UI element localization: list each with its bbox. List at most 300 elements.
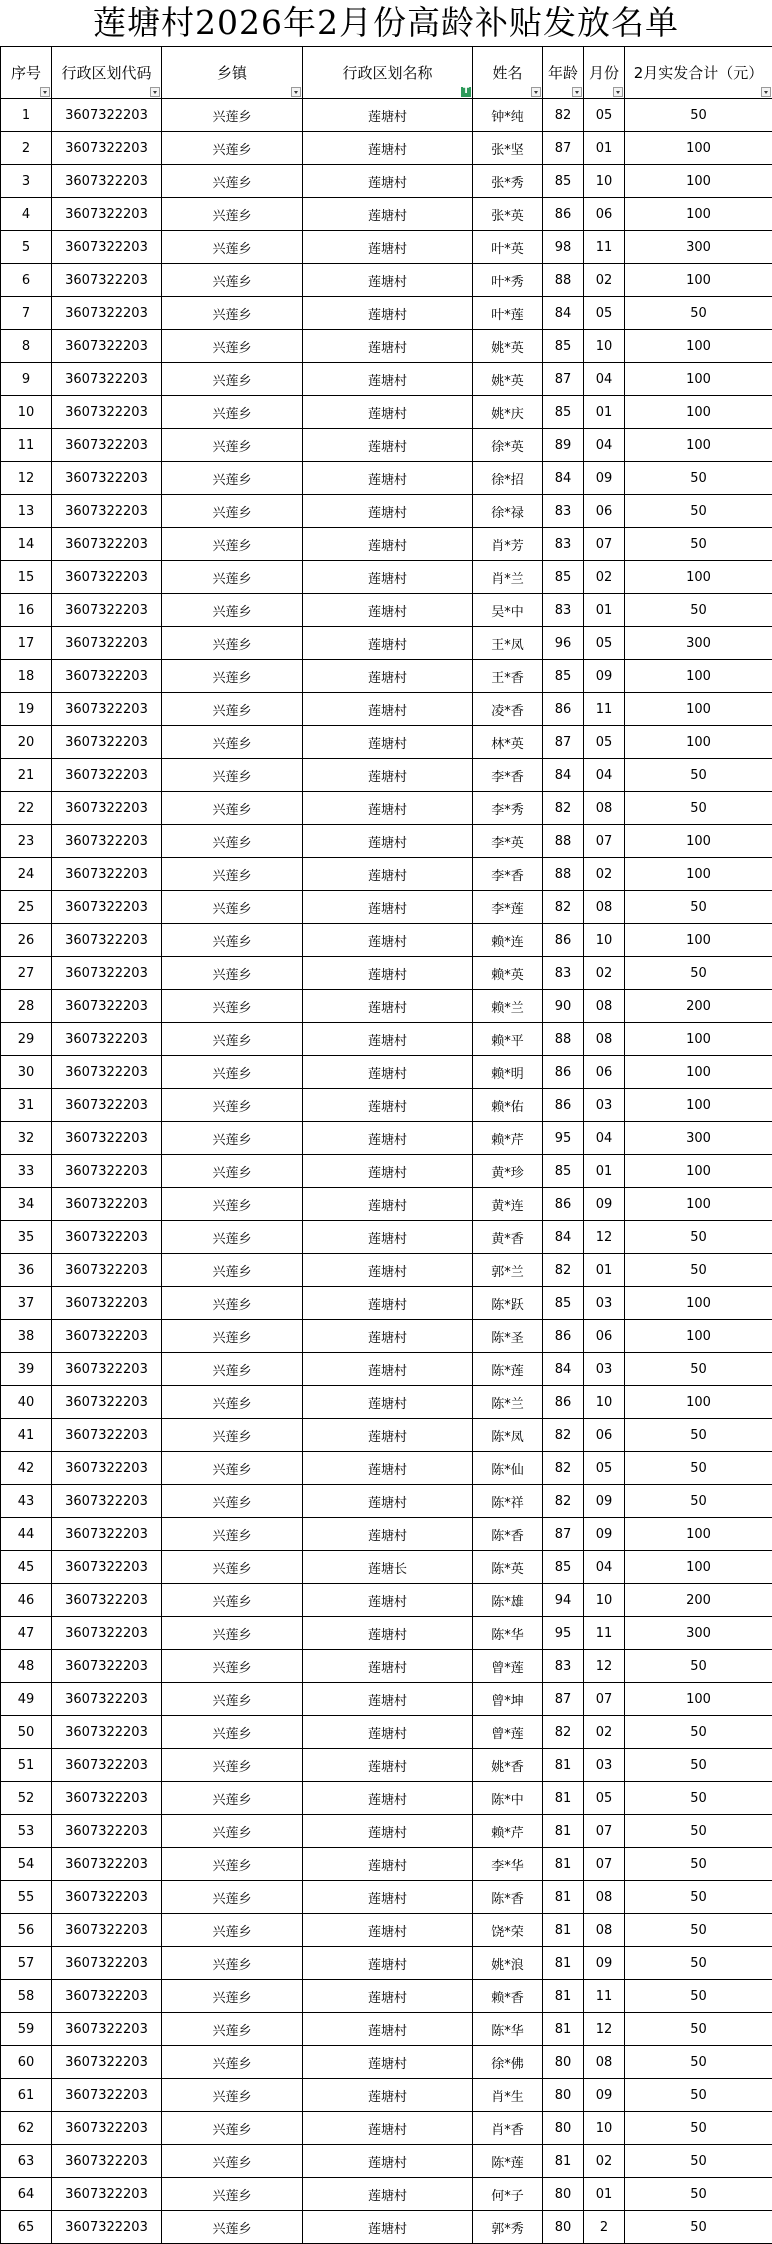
cell-age[interactable]: 83	[543, 1650, 584, 1683]
cell-serial[interactable]: 41	[1, 1419, 52, 1452]
cell-age[interactable]: 85	[543, 561, 584, 594]
cell-township[interactable]: 兴莲乡	[162, 1122, 303, 1155]
cell-age[interactable]: 96	[543, 627, 584, 660]
cell-month[interactable]: 06	[584, 1419, 625, 1452]
cell-serial[interactable]: 56	[1, 1914, 52, 1947]
cell-township[interactable]: 兴莲乡	[162, 561, 303, 594]
cell-township[interactable]: 兴莲乡	[162, 1782, 303, 1815]
cell-amount[interactable]: 50	[625, 1881, 772, 1914]
cell-township[interactable]: 兴莲乡	[162, 1650, 303, 1683]
cell-amount[interactable]: 100	[625, 132, 772, 165]
cell-township[interactable]: 兴莲乡	[162, 891, 303, 924]
cell-month[interactable]: 03	[584, 1287, 625, 1320]
cell-region-code[interactable]: 3607322203	[52, 924, 162, 957]
cell-region-code[interactable]: 3607322203	[52, 1056, 162, 1089]
cell-region-code[interactable]: 3607322203	[52, 825, 162, 858]
cell-township[interactable]: 兴莲乡	[162, 2046, 303, 2079]
cell-month[interactable]: 11	[584, 693, 625, 726]
cell-month[interactable]: 02	[584, 957, 625, 990]
cell-age[interactable]: 85	[543, 1155, 584, 1188]
cell-region-name[interactable]: 莲塘村	[303, 627, 473, 660]
cell-serial[interactable]: 10	[1, 396, 52, 429]
cell-age[interactable]: 86	[543, 1386, 584, 1419]
cell-serial[interactable]: 8	[1, 330, 52, 363]
cell-serial[interactable]: 29	[1, 1023, 52, 1056]
cell-month[interactable]: 01	[584, 2178, 625, 2211]
cell-region-name[interactable]: 莲塘村	[303, 1155, 473, 1188]
cell-amount[interactable]: 50	[625, 2079, 772, 2112]
cell-name[interactable]: 陈*中	[473, 1782, 543, 1815]
cell-month[interactable]: 08	[584, 792, 625, 825]
cell-month[interactable]: 07	[584, 528, 625, 561]
cell-township[interactable]: 兴莲乡	[162, 165, 303, 198]
cell-name[interactable]: 饶*荣	[473, 1914, 543, 1947]
cell-name[interactable]: 李*华	[473, 1848, 543, 1881]
cell-month[interactable]: 02	[584, 2145, 625, 2178]
cell-age[interactable]: 85	[543, 660, 584, 693]
cell-serial[interactable]: 5	[1, 231, 52, 264]
cell-region-name[interactable]: 莲塘村	[303, 957, 473, 990]
cell-month[interactable]: 08	[584, 2046, 625, 2079]
cell-month[interactable]: 03	[584, 1749, 625, 1782]
cell-amount[interactable]: 50	[625, 297, 772, 330]
cell-region-code[interactable]: 3607322203	[52, 264, 162, 297]
cell-serial[interactable]: 46	[1, 1584, 52, 1617]
cell-month[interactable]: 06	[584, 198, 625, 231]
cell-age[interactable]: 88	[543, 1023, 584, 1056]
cell-township[interactable]: 兴莲乡	[162, 1419, 303, 1452]
cell-township[interactable]: 兴莲乡	[162, 1452, 303, 1485]
cell-region-code[interactable]: 3607322203	[52, 462, 162, 495]
cell-serial[interactable]: 59	[1, 2013, 52, 2046]
cell-region-code[interactable]: 3607322203	[52, 1848, 162, 1881]
cell-township[interactable]: 兴莲乡	[162, 2079, 303, 2112]
cell-region-code[interactable]: 3607322203	[52, 132, 162, 165]
cell-region-code[interactable]: 3607322203	[52, 726, 162, 759]
cell-serial[interactable]: 20	[1, 726, 52, 759]
cell-region-code[interactable]: 3607322203	[52, 891, 162, 924]
cell-region-name[interactable]: 莲塘村	[303, 1320, 473, 1353]
cell-serial[interactable]: 16	[1, 594, 52, 627]
cell-age[interactable]: 82	[543, 99, 584, 132]
cell-age[interactable]: 86	[543, 1089, 584, 1122]
cell-month[interactable]: 04	[584, 1551, 625, 1584]
cell-region-name[interactable]: 莲塘村	[303, 2079, 473, 2112]
cell-month[interactable]: 08	[584, 891, 625, 924]
cell-township[interactable]: 兴莲乡	[162, 1551, 303, 1584]
cell-month[interactable]: 07	[584, 1683, 625, 1716]
cell-age[interactable]: 81	[543, 1980, 584, 2013]
cell-township[interactable]: 兴莲乡	[162, 792, 303, 825]
cell-name[interactable]: 陈*雄	[473, 1584, 543, 1617]
cell-region-name[interactable]: 莲塘村	[303, 1485, 473, 1518]
cell-name[interactable]: 张*英	[473, 198, 543, 231]
cell-amount[interactable]: 50	[625, 2046, 772, 2079]
cell-region-code[interactable]: 3607322203	[52, 2112, 162, 2145]
cell-name[interactable]: 陈*跃	[473, 1287, 543, 1320]
cell-serial[interactable]: 61	[1, 2079, 52, 2112]
cell-region-name[interactable]: 莲塘村	[303, 1221, 473, 1254]
cell-serial[interactable]: 28	[1, 990, 52, 1023]
cell-serial[interactable]: 57	[1, 1947, 52, 1980]
cell-name[interactable]: 姚*英	[473, 363, 543, 396]
cell-region-name[interactable]: 莲塘村	[303, 1518, 473, 1551]
cell-region-code[interactable]: 3607322203	[52, 396, 162, 429]
cell-serial[interactable]: 64	[1, 2178, 52, 2211]
cell-age[interactable]: 85	[543, 396, 584, 429]
cell-month[interactable]: 09	[584, 1947, 625, 1980]
cell-serial[interactable]: 47	[1, 1617, 52, 1650]
cell-amount[interactable]: 100	[625, 1683, 772, 1716]
cell-serial[interactable]: 22	[1, 792, 52, 825]
cell-region-code[interactable]: 3607322203	[52, 2013, 162, 2046]
cell-region-code[interactable]: 3607322203	[52, 1221, 162, 1254]
cell-region-name[interactable]: 莲塘村	[303, 231, 473, 264]
cell-serial[interactable]: 49	[1, 1683, 52, 1716]
cell-township[interactable]: 兴莲乡	[162, 1584, 303, 1617]
cell-region-code[interactable]: 3607322203	[52, 594, 162, 627]
cell-age[interactable]: 81	[543, 1947, 584, 1980]
cell-region-code[interactable]: 3607322203	[52, 1815, 162, 1848]
cell-amount[interactable]: 50	[625, 1749, 772, 1782]
cell-region-name[interactable]: 莲塘村	[303, 1386, 473, 1419]
cell-region-name[interactable]: 莲塘村	[303, 132, 473, 165]
cell-month[interactable]: 10	[584, 1584, 625, 1617]
cell-township[interactable]: 兴莲乡	[162, 627, 303, 660]
cell-serial[interactable]: 44	[1, 1518, 52, 1551]
cell-amount[interactable]: 100	[625, 1287, 772, 1320]
cell-age[interactable]: 85	[543, 330, 584, 363]
cell-region-name[interactable]: 莲塘村	[303, 495, 473, 528]
cell-name[interactable]: 赖*连	[473, 924, 543, 957]
cell-amount[interactable]: 100	[625, 198, 772, 231]
filter-dropdown-icon[interactable]	[572, 87, 582, 97]
cell-name[interactable]: 陈*香	[473, 1881, 543, 1914]
cell-age[interactable]: 85	[543, 165, 584, 198]
cell-age[interactable]: 80	[543, 2178, 584, 2211]
cell-month[interactable]: 03	[584, 1089, 625, 1122]
cell-region-code[interactable]: 3607322203	[52, 1551, 162, 1584]
cell-amount[interactable]: 100	[625, 1023, 772, 1056]
cell-region-code[interactable]: 3607322203	[52, 1980, 162, 2013]
cell-township[interactable]: 兴莲乡	[162, 693, 303, 726]
cell-region-name[interactable]: 莲塘村	[303, 1782, 473, 1815]
cell-township[interactable]: 兴莲乡	[162, 198, 303, 231]
cell-serial[interactable]: 32	[1, 1122, 52, 1155]
cell-region-code[interactable]: 3607322203	[52, 1617, 162, 1650]
cell-month[interactable]: 10	[584, 330, 625, 363]
cell-name[interactable]: 钟*纯	[473, 99, 543, 132]
cell-region-name[interactable]: 莲塘村	[303, 2211, 473, 2244]
cell-region-name[interactable]: 莲塘村	[303, 1287, 473, 1320]
cell-name[interactable]: 郭*秀	[473, 2211, 543, 2244]
cell-amount[interactable]: 100	[625, 396, 772, 429]
cell-amount[interactable]: 50	[625, 1221, 772, 1254]
cell-serial[interactable]: 23	[1, 825, 52, 858]
cell-age[interactable]: 86	[543, 198, 584, 231]
cell-age[interactable]: 82	[543, 1485, 584, 1518]
cell-month[interactable]: 06	[584, 495, 625, 528]
cell-region-code[interactable]: 3607322203	[52, 759, 162, 792]
cell-township[interactable]: 兴莲乡	[162, 99, 303, 132]
cell-month[interactable]: 02	[584, 561, 625, 594]
cell-region-code[interactable]: 3607322203	[52, 1584, 162, 1617]
cell-age[interactable]: 87	[543, 1518, 584, 1551]
cell-township[interactable]: 兴莲乡	[162, 264, 303, 297]
cell-township[interactable]: 兴莲乡	[162, 660, 303, 693]
cell-region-name[interactable]: 莲塘村	[303, 1617, 473, 1650]
cell-amount[interactable]: 300	[625, 627, 772, 660]
cell-region-code[interactable]: 3607322203	[52, 1023, 162, 1056]
cell-age[interactable]: 84	[543, 759, 584, 792]
cell-township[interactable]: 兴莲乡	[162, 1617, 303, 1650]
cell-serial[interactable]: 13	[1, 495, 52, 528]
cell-name[interactable]: 赖*芹	[473, 1815, 543, 1848]
cell-serial[interactable]: 58	[1, 1980, 52, 2013]
cell-region-code[interactable]: 3607322203	[52, 2211, 162, 2244]
cell-township[interactable]: 兴莲乡	[162, 495, 303, 528]
cell-region-name[interactable]: 莲塘村	[303, 1650, 473, 1683]
cell-amount[interactable]: 200	[625, 1584, 772, 1617]
cell-township[interactable]: 兴莲乡	[162, 1287, 303, 1320]
cell-serial[interactable]: 17	[1, 627, 52, 660]
cell-name[interactable]: 王*香	[473, 660, 543, 693]
cell-month[interactable]: 05	[584, 726, 625, 759]
filter-dropdown-icon[interactable]	[150, 87, 160, 97]
cell-age[interactable]: 81	[543, 1881, 584, 1914]
cell-serial[interactable]: 52	[1, 1782, 52, 1815]
filter-dropdown-icon[interactable]	[613, 87, 623, 97]
cell-region-name[interactable]: 莲塘村	[303, 198, 473, 231]
cell-township[interactable]: 兴莲乡	[162, 2178, 303, 2211]
cell-name[interactable]: 徐*招	[473, 462, 543, 495]
cell-amount[interactable]: 50	[625, 1782, 772, 1815]
cell-month[interactable]: 08	[584, 990, 625, 1023]
cell-amount[interactable]: 50	[625, 2145, 772, 2178]
cell-serial[interactable]: 2	[1, 132, 52, 165]
cell-amount[interactable]: 200	[625, 990, 772, 1023]
cell-serial[interactable]: 1	[1, 99, 52, 132]
cell-amount[interactable]: 100	[625, 429, 772, 462]
cell-amount[interactable]: 50	[625, 1716, 772, 1749]
cell-month[interactable]: 10	[584, 1386, 625, 1419]
filter-dropdown-icon[interactable]	[40, 87, 50, 97]
cell-region-code[interactable]: 3607322203	[52, 1650, 162, 1683]
cell-month[interactable]: 04	[584, 759, 625, 792]
cell-township[interactable]: 兴莲乡	[162, 1353, 303, 1386]
active-filter-icon[interactable]	[461, 87, 471, 97]
cell-month[interactable]: 02	[584, 1716, 625, 1749]
cell-region-name[interactable]: 莲塘村	[303, 990, 473, 1023]
cell-serial[interactable]: 3	[1, 165, 52, 198]
cell-township[interactable]: 兴莲乡	[162, 396, 303, 429]
cell-age[interactable]: 86	[543, 693, 584, 726]
cell-region-name[interactable]: 莲塘村	[303, 726, 473, 759]
cell-region-name[interactable]: 莲塘村	[303, 1122, 473, 1155]
cell-month[interactable]: 09	[584, 1188, 625, 1221]
cell-region-name[interactable]: 莲塘村	[303, 594, 473, 627]
cell-township[interactable]: 兴莲乡	[162, 594, 303, 627]
cell-month[interactable]: 01	[584, 594, 625, 627]
cell-serial[interactable]: 60	[1, 2046, 52, 2079]
cell-serial[interactable]: 6	[1, 264, 52, 297]
cell-serial[interactable]: 43	[1, 1485, 52, 1518]
filter-dropdown-icon[interactable]	[291, 87, 301, 97]
cell-name[interactable]: 赖*香	[473, 1980, 543, 2013]
cell-serial[interactable]: 26	[1, 924, 52, 957]
cell-amount[interactable]: 300	[625, 231, 772, 264]
cell-month[interactable]: 06	[584, 1056, 625, 1089]
cell-month[interactable]: 11	[584, 1617, 625, 1650]
cell-age[interactable]: 88	[543, 264, 584, 297]
cell-month[interactable]: 09	[584, 1485, 625, 1518]
cell-age[interactable]: 87	[543, 132, 584, 165]
cell-region-code[interactable]: 3607322203	[52, 1881, 162, 1914]
cell-month[interactable]: 06	[584, 1320, 625, 1353]
cell-region-name[interactable]: 莲塘村	[303, 891, 473, 924]
cell-name[interactable]: 陈*香	[473, 1518, 543, 1551]
cell-region-code[interactable]: 3607322203	[52, 2145, 162, 2178]
cell-name[interactable]: 陈*圣	[473, 1320, 543, 1353]
cell-month[interactable]: 10	[584, 165, 625, 198]
cell-region-code[interactable]: 3607322203	[52, 1419, 162, 1452]
cell-region-name[interactable]: 莲塘村	[303, 561, 473, 594]
cell-name[interactable]: 赖*兰	[473, 990, 543, 1023]
cell-serial[interactable]: 55	[1, 1881, 52, 1914]
cell-region-name[interactable]: 莲塘村	[303, 396, 473, 429]
cell-township[interactable]: 兴莲乡	[162, 2145, 303, 2178]
cell-age[interactable]: 82	[543, 1254, 584, 1287]
cell-name[interactable]: 姚*浪	[473, 1947, 543, 1980]
cell-amount[interactable]: 100	[625, 726, 772, 759]
cell-serial[interactable]: 48	[1, 1650, 52, 1683]
cell-region-name[interactable]: 莲塘村	[303, 528, 473, 561]
cell-region-name[interactable]: 莲塘村	[303, 858, 473, 891]
cell-name[interactable]: 叶*秀	[473, 264, 543, 297]
cell-township[interactable]: 兴莲乡	[162, 2013, 303, 2046]
cell-region-name[interactable]: 莲塘村	[303, 1089, 473, 1122]
cell-age[interactable]: 82	[543, 891, 584, 924]
cell-amount[interactable]: 100	[625, 1155, 772, 1188]
cell-serial[interactable]: 45	[1, 1551, 52, 1584]
cell-township[interactable]: 兴莲乡	[162, 1815, 303, 1848]
cell-region-name[interactable]: 莲塘村	[303, 1914, 473, 1947]
cell-region-code[interactable]: 3607322203	[52, 1287, 162, 1320]
cell-township[interactable]: 兴莲乡	[162, 2211, 303, 2244]
cell-name[interactable]: 赖*佑	[473, 1089, 543, 1122]
cell-age[interactable]: 87	[543, 1683, 584, 1716]
cell-amount[interactable]: 100	[625, 561, 772, 594]
cell-region-code[interactable]: 3607322203	[52, 1782, 162, 1815]
cell-township[interactable]: 兴莲乡	[162, 1056, 303, 1089]
cell-month[interactable]: 02	[584, 858, 625, 891]
filter-dropdown-icon[interactable]	[761, 87, 771, 97]
cell-age[interactable]: 80	[543, 2079, 584, 2112]
cell-month[interactable]: 11	[584, 1980, 625, 2013]
cell-township[interactable]: 兴莲乡	[162, 1716, 303, 1749]
cell-serial[interactable]: 31	[1, 1089, 52, 1122]
cell-region-name[interactable]: 莲塘村	[303, 759, 473, 792]
cell-month[interactable]: 01	[584, 1254, 625, 1287]
cell-amount[interactable]: 50	[625, 957, 772, 990]
cell-age[interactable]: 81	[543, 2013, 584, 2046]
cell-month[interactable]: 08	[584, 1023, 625, 1056]
cell-name[interactable]: 凌*香	[473, 693, 543, 726]
cell-month[interactable]: 05	[584, 99, 625, 132]
cell-amount[interactable]: 50	[625, 594, 772, 627]
cell-month[interactable]: 05	[584, 1782, 625, 1815]
cell-name[interactable]: 肖*芳	[473, 528, 543, 561]
cell-age[interactable]: 81	[543, 1749, 584, 1782]
cell-serial[interactable]: 40	[1, 1386, 52, 1419]
cell-amount[interactable]: 100	[625, 363, 772, 396]
cell-region-code[interactable]: 3607322203	[52, 957, 162, 990]
cell-month[interactable]: 03	[584, 1353, 625, 1386]
cell-serial[interactable]: 37	[1, 1287, 52, 1320]
cell-amount[interactable]: 50	[625, 1980, 772, 2013]
cell-age[interactable]: 87	[543, 363, 584, 396]
cell-amount[interactable]: 100	[625, 264, 772, 297]
cell-township[interactable]: 兴莲乡	[162, 1518, 303, 1551]
cell-region-code[interactable]: 3607322203	[52, 1386, 162, 1419]
cell-age[interactable]: 81	[543, 2145, 584, 2178]
cell-region-name[interactable]: 莲塘村	[303, 1056, 473, 1089]
cell-name[interactable]: 陈*兰	[473, 1386, 543, 1419]
cell-region-code[interactable]: 3607322203	[52, 1089, 162, 1122]
filter-dropdown-icon[interactable]	[531, 87, 541, 97]
cell-region-name[interactable]: 莲塘村	[303, 264, 473, 297]
cell-amount[interactable]: 50	[625, 1452, 772, 1485]
cell-age[interactable]: 80	[543, 2046, 584, 2079]
cell-age[interactable]: 86	[543, 924, 584, 957]
cell-month[interactable]: 12	[584, 2013, 625, 2046]
cell-amount[interactable]: 100	[625, 1551, 772, 1584]
cell-amount[interactable]: 50	[625, 1485, 772, 1518]
cell-age[interactable]: 90	[543, 990, 584, 1023]
cell-region-name[interactable]: 莲塘村	[303, 1881, 473, 1914]
cell-age[interactable]: 84	[543, 462, 584, 495]
cell-amount[interactable]: 50	[625, 99, 772, 132]
cell-age[interactable]: 81	[543, 1815, 584, 1848]
cell-region-code[interactable]: 3607322203	[52, 627, 162, 660]
cell-region-name[interactable]: 莲塘村	[303, 1980, 473, 2013]
cell-amount[interactable]: 50	[625, 1914, 772, 1947]
cell-name[interactable]: 徐*禄	[473, 495, 543, 528]
cell-region-name[interactable]: 莲塘村	[303, 2046, 473, 2079]
cell-township[interactable]: 兴莲乡	[162, 1254, 303, 1287]
cell-age[interactable]: 82	[543, 792, 584, 825]
cell-serial[interactable]: 65	[1, 2211, 52, 2244]
cell-region-code[interactable]: 3607322203	[52, 858, 162, 891]
cell-region-code[interactable]: 3607322203	[52, 363, 162, 396]
cell-region-code[interactable]: 3607322203	[52, 1452, 162, 1485]
cell-township[interactable]: 兴莲乡	[162, 1023, 303, 1056]
cell-age[interactable]: 83	[543, 495, 584, 528]
cell-township[interactable]: 兴莲乡	[162, 1947, 303, 1980]
cell-region-code[interactable]: 3607322203	[52, 165, 162, 198]
cell-month[interactable]: 04	[584, 363, 625, 396]
cell-name[interactable]: 肖*香	[473, 2112, 543, 2145]
cell-age[interactable]: 86	[543, 1320, 584, 1353]
cell-name[interactable]: 何*子	[473, 2178, 543, 2211]
cell-age[interactable]: 89	[543, 429, 584, 462]
cell-township[interactable]: 兴莲乡	[162, 1749, 303, 1782]
cell-amount[interactable]: 50	[625, 759, 772, 792]
cell-region-name[interactable]: 莲塘村	[303, 1947, 473, 1980]
cell-township[interactable]: 兴莲乡	[162, 363, 303, 396]
cell-month[interactable]: 01	[584, 132, 625, 165]
cell-amount[interactable]: 100	[625, 1518, 772, 1551]
